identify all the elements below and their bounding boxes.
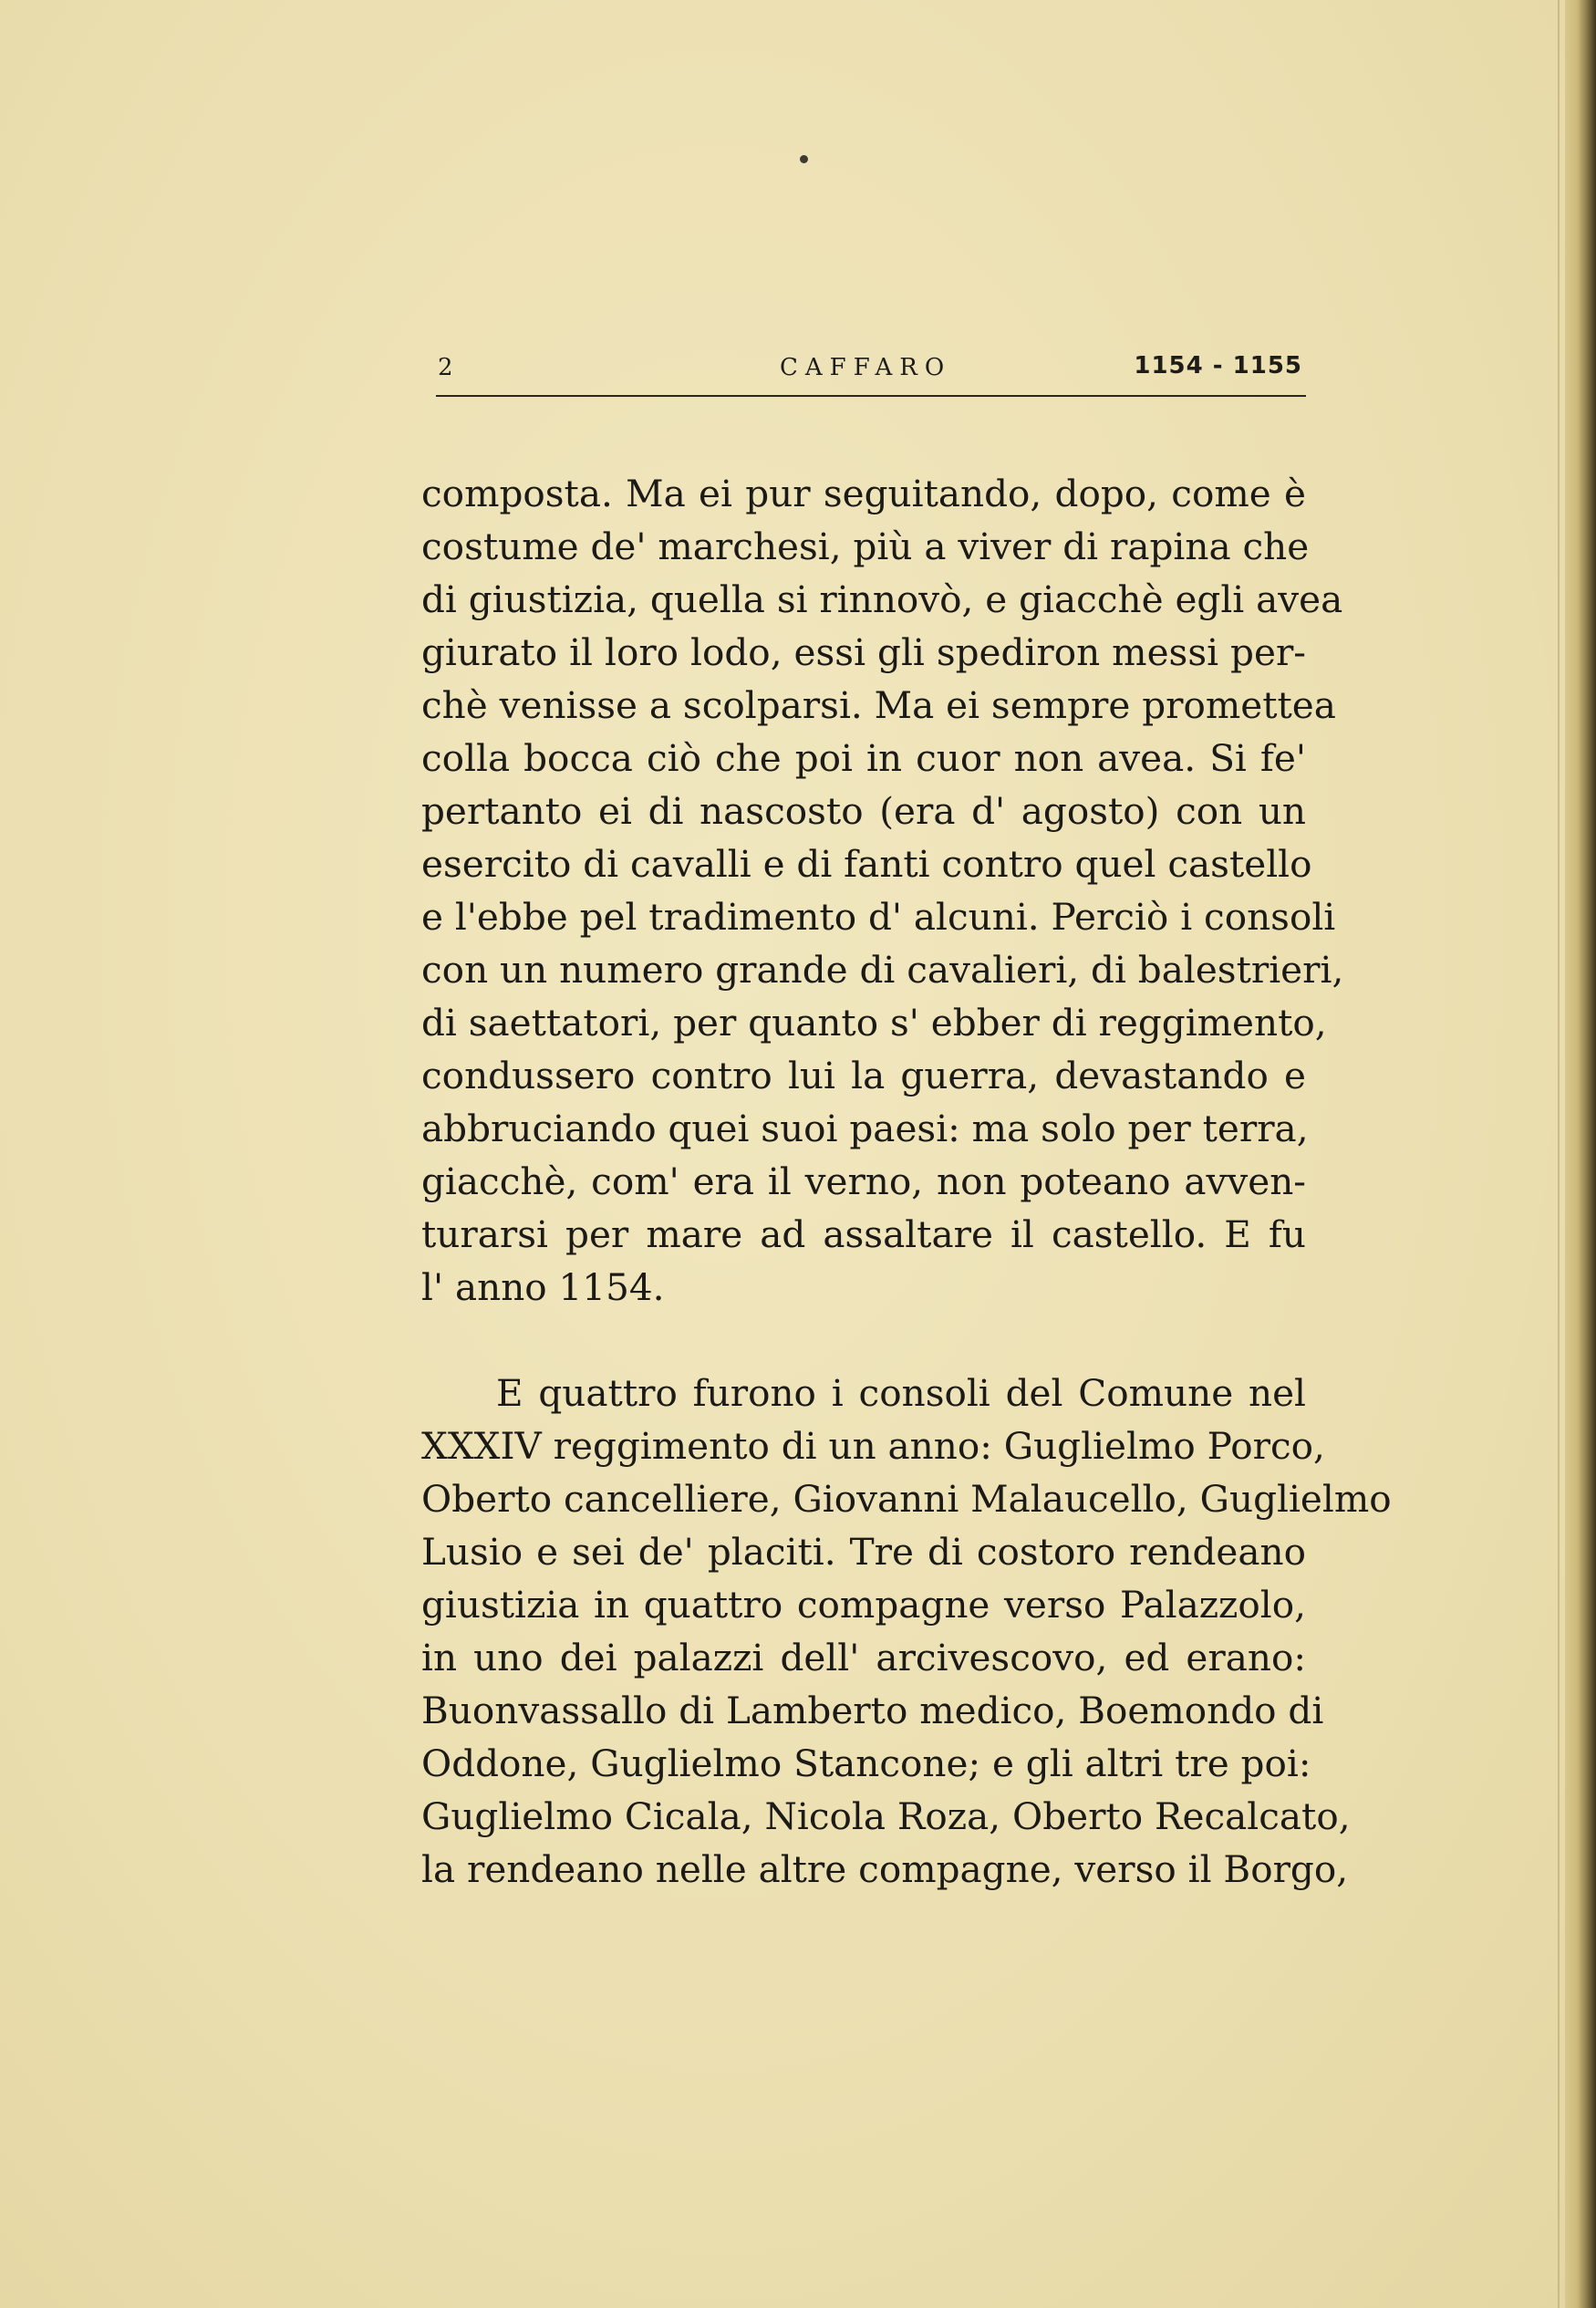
text-line: con un numero grande di cavalieri, di balestrieri, — [421, 948, 1344, 992]
text-line: chè venisse a scolparsi. Ma ei sempre promettea — [421, 683, 1336, 727]
text-line: giurato il loro lodo, essi gli spediron messi per- — [421, 630, 1306, 674]
text-line: E quattro furono i consoli del Comune nel — [496, 1371, 1306, 1415]
page-number: 2 — [438, 354, 453, 381]
paragraph-2 — [421, 1367, 1392, 1896]
ink-speck — [800, 155, 808, 163]
text-line: e l'ebbe pel tradimento d' alcuni. Perciò i consoli — [421, 895, 1336, 939]
text-line: costume de' marchesi, più a viver di rapina che — [421, 525, 1310, 568]
text-line: esercito di cavalli e di fanti contro quel castello — [421, 842, 1312, 886]
text-line: composta. Ma ei pur seguitando, dopo, come è — [421, 472, 1306, 515]
text-line: la rendeano nelle altre compagne, verso il Borgo, — [421, 1847, 1349, 1891]
text-line: in uno dei palazzi dell' arcivescovo, ed erano: — [421, 1636, 1306, 1679]
text-line: Guglielmo Cicala, Nicola Roza, Oberto Recalcato, — [421, 1794, 1351, 1838]
text-line: Oberto cancelliere, Giovanni Malaucello, Guglielmo — [421, 1477, 1392, 1521]
text-line: giacchè, com' era il verno, non poteano avven- — [421, 1159, 1306, 1203]
text-line: di saettatori, per quanto s' ebber di reggimento, — [421, 1001, 1327, 1045]
text-line: giustizia in quattro compagne verso Palazzolo, — [421, 1583, 1306, 1627]
text-line: XXXIV reggimento di un anno: Guglielmo Porco, — [421, 1424, 1325, 1468]
text-line: Lusio e sei de' placiti. Tre di costoro rendeano — [421, 1530, 1306, 1574]
text-line: pertanto ei di nascosto (era d' agosto) con un — [421, 789, 1306, 833]
text-line: abbruciando quei suoi paesi: ma solo per terra, — [421, 1107, 1309, 1150]
text-line: turarsi per mare ad assaltare il castello. E fu — [421, 1212, 1306, 1256]
header-rule — [436, 395, 1306, 397]
page-edge — [1565, 0, 1596, 2308]
text-line: di giustizia, quella si rinnovò, e giacchè egli avea — [421, 577, 1343, 621]
header-years: 1154 - 1155 — [1134, 352, 1302, 379]
running-head — [438, 348, 1306, 394]
text-line: Oddone, Guglielmo Stancone; e gli altri tre poi: — [421, 1741, 1311, 1785]
text-line: colla bocca ciò che poi in cuor non avea. Si fe' — [421, 736, 1306, 780]
text-line: condussero contro lui la guerra, devastando e — [421, 1054, 1306, 1097]
text-line: l' anno 1154. — [421, 1265, 665, 1309]
page-fold-line — [1558, 0, 1560, 2308]
text-line: Buonvassallo di Lamberto medico, Boemondo di — [421, 1689, 1324, 1732]
paragraph-1 — [421, 467, 1344, 1314]
header-title: CAFFARO — [780, 354, 952, 381]
